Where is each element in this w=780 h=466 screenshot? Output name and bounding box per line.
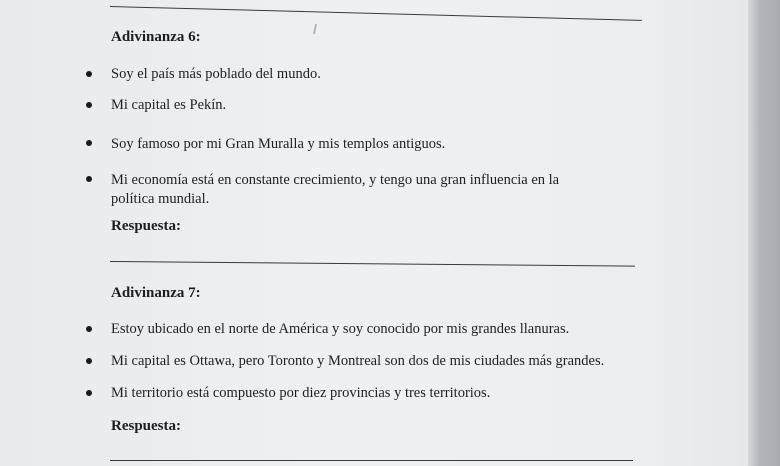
- bullet: [86, 176, 92, 182]
- riddle-6-answer-label: Respuesta:: [111, 218, 181, 234]
- bullet: [86, 71, 92, 77]
- pen-mark: [313, 24, 317, 34]
- riddle-6-clue-3: Soy famoso por mi Gran Muralla y mis templos antiguos.: [111, 136, 446, 152]
- riddle-7-title: Adivinanza 7:: [111, 285, 201, 301]
- riddle-6-clue-1: Soy el país más poblado del mundo.: [111, 66, 321, 82]
- answer-line-previous: [110, 6, 642, 21]
- background-surface: [748, 0, 780, 466]
- riddle-6-clue-2: Mi capital es Pekín.: [111, 97, 227, 113]
- riddle-7-clue-3: Mi territorio está compuesto por diez provincias y tres territorios.: [111, 385, 491, 401]
- bullet: [86, 326, 92, 332]
- bullet: [86, 390, 92, 396]
- bullet: [86, 140, 92, 146]
- riddle-7-clue-1: Estoy ubicado en el norte de América y soy conocido por mis grandes llanuras.: [111, 321, 570, 337]
- bullet: [86, 358, 92, 364]
- bullet: [86, 102, 92, 108]
- riddle-7-clue-2: Mi capital es Ottawa, pero Toronto y Montreal son dos de mis ciudades más grandes.: [111, 353, 605, 369]
- riddle-7-answer-line[interactable]: [110, 460, 633, 461]
- riddle-7-answer-label: Respuesta:: [111, 418, 181, 434]
- riddle-6-title: Adivinanza 6:: [111, 29, 201, 45]
- riddle-6-answer-line[interactable]: [110, 261, 635, 267]
- riddle-6-clue-4: Mi economía está en constante crecimiento, y tengo una gran influencia en la política mundial.: [111, 172, 560, 207]
